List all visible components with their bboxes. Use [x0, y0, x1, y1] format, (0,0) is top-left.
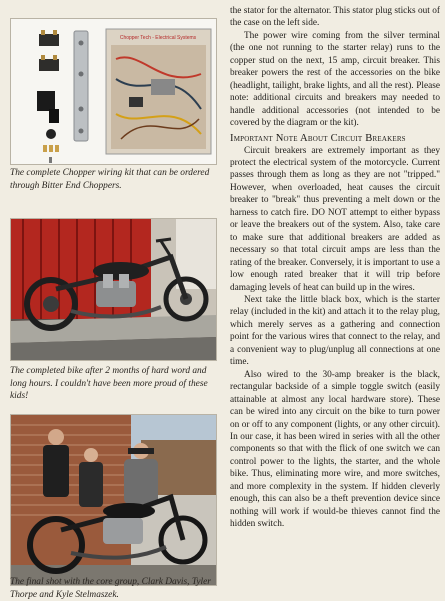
article-text-column — [230, 0, 440, 600]
paragraph-2: The power wire coming from the silver terminal (the one not running to the starter relay) runs to the copper stud on the next, 15 amp, circuit breaker. This breaker powers the rest of the accessories on the bike (headlight, tailight, brake lights, and all the rest). Please note: additional circuits and breakers may needed to handle additional accessories (not intended to be covered by the diagram or the kit). — [230, 30, 440, 129]
paragraph-1: the stator for the alternator. This stator plug sticks out of the case on the left side. — [230, 6, 440, 29]
paragraph-4: Next take the little black box, which is the starter relay (included in the kit) and attach it to the relay plug, which merely serves as a gathering and connection point for the various wires that connect to the relay, and a convenient way to plug/unplug all connections at one time. — [230, 294, 440, 368]
wiring-kit-photo — [10, 18, 217, 165]
photo-caption-3: The final shot with the core group, Clark Davis, Tyler Thorpe and Kyle Stelmaszek. — [10, 577, 211, 600]
paragraph-3: Circuit breakers are extremely important as they protect the electrical system of the motorcycle. Current passes through them as long as they are not "tripped." However, when overloaded, heat causes the circuit breaker to "break" thus preventing a melt down or the harness to catch fire. DO NOT attempt to either bypass or leave the breakers out of the system. Also, take care to make sure that additional breakers are added as necessary so that total circuit amps are less than the rating of the breaker. Conversely, it is important to use a low enough rated breaker that it will trip before damaging levels of heat can build up in the wires. — [230, 145, 440, 293]
paragraph-5: Also wired to the 30-amp breaker is the black, rectangular backside of a simple toggle switch (easily attainable at almost any local hardware store). These can be wired into any circuit on the bike to turn power on or off to any component (lights, or any other circuit). In our case, it has been wired in series with all the other components so that with the flick of one switch we can control power to the lights, the starter, and the whole bike. Thus, eliminating more wire, and more switches, and more complexity in the system. If hidden cleverly enough, this can also be a theft prevention device since nothing will work if would-be thieves cannot find the hidden switch. — [230, 369, 440, 530]
completed-bike-photo — [10, 218, 217, 361]
photo-caption-1: The complete Chopper wiring kit that can be ordered through Bitter End Choppers. — [10, 168, 210, 191]
group-photo — [10, 414, 217, 586]
inset-diagram-title: Chopper Tech - Electrical Systems — [119, 35, 197, 41]
photo-caption-2: The completed bike after 2 months of hard word and long hours. I couldn't have been more proud of these kids! — [10, 366, 208, 402]
section-heading: Important Note About Circuit Breakers — [230, 132, 406, 144]
